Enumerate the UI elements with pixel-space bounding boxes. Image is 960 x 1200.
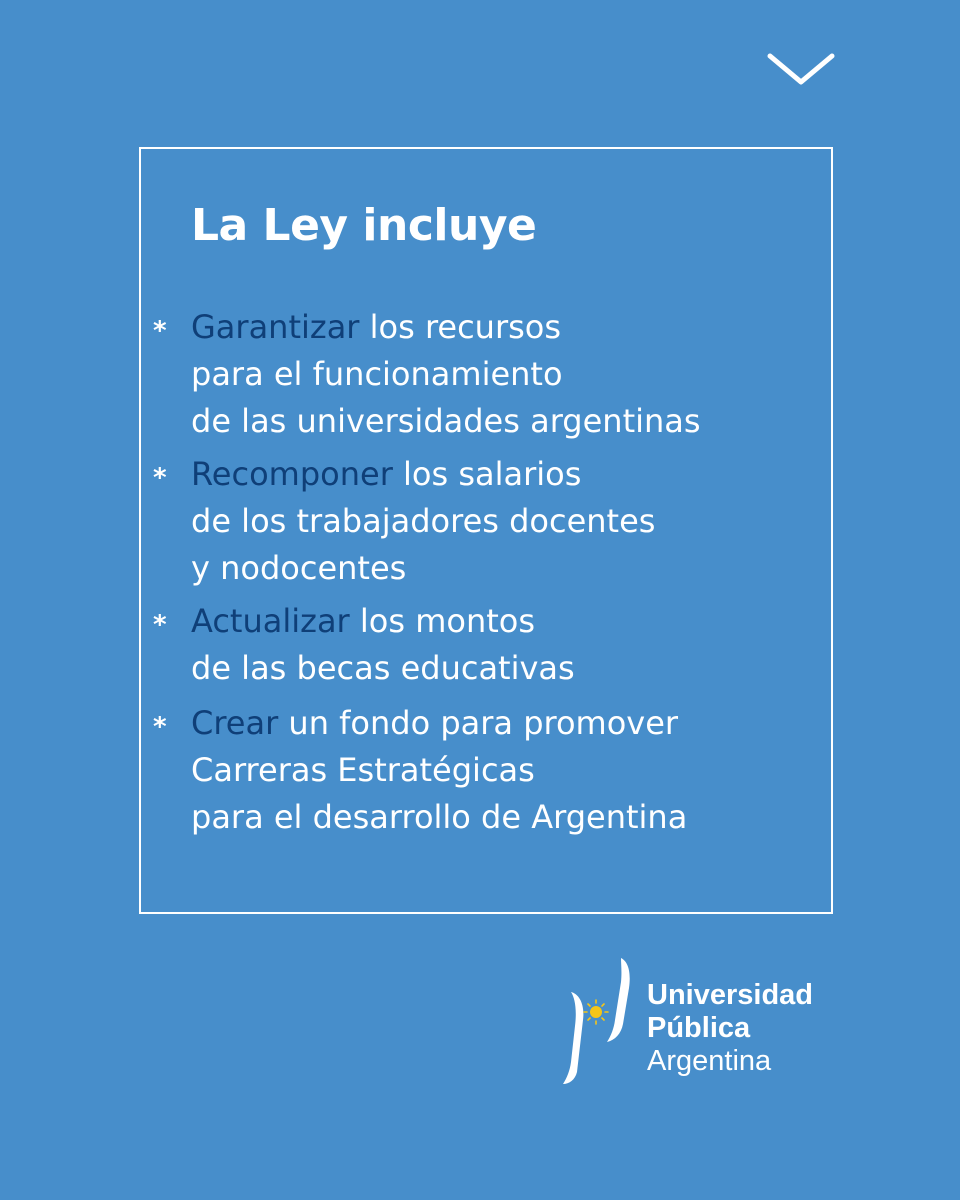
sun-icon	[584, 1000, 608, 1024]
asterisk-icon: *	[153, 610, 167, 640]
list-item	[150, 451, 701, 592]
item-first-line	[191, 451, 701, 498]
list-item	[150, 598, 701, 692]
item-first-line	[191, 598, 701, 645]
item-line: de las universidades argentinas	[191, 402, 701, 440]
list-item	[150, 700, 701, 841]
list-item	[150, 304, 701, 445]
asterisk-icon: *	[153, 463, 167, 493]
item-keyword: Actualizar	[191, 602, 350, 640]
item-keyword: Crear	[191, 704, 279, 742]
asterisk-icon: *	[153, 316, 167, 346]
item-line: de los trabajadores docentes	[191, 502, 656, 540]
universidad-publica-logo	[559, 954, 839, 1089]
law-items-list	[150, 304, 701, 847]
item-first-line-text: los recursos	[359, 308, 562, 346]
item-line: para el desarrollo de Argentina	[191, 798, 688, 836]
item-line: para el funcionamiento	[191, 355, 563, 393]
page-title: La Ley incluye	[191, 200, 537, 251]
logo-line-3: Argentina	[647, 1045, 772, 1077]
universidad-publica-logo-icon	[559, 954, 634, 1089]
chevron-down-icon[interactable]	[766, 50, 836, 90]
item-keyword: Recomponer	[191, 455, 393, 493]
asterisk-icon: *	[153, 712, 167, 742]
logo-wordmark	[647, 979, 813, 1078]
item-line: Carreras Estratégicas	[191, 751, 535, 789]
item-first-line	[191, 304, 701, 351]
item-keyword: Garantizar	[191, 308, 360, 346]
logo-line-2: Pública	[647, 1012, 751, 1044]
item-first-line	[191, 700, 701, 747]
item-line: y nodocentes	[191, 549, 407, 587]
logo-line-1: Universidad	[647, 979, 813, 1011]
item-first-line-text: los salarios	[392, 455, 582, 493]
item-first-line-text: un fondo para promover	[278, 704, 679, 742]
item-first-line-text: los montos	[349, 602, 536, 640]
item-line: de las becas educativas	[191, 649, 575, 687]
